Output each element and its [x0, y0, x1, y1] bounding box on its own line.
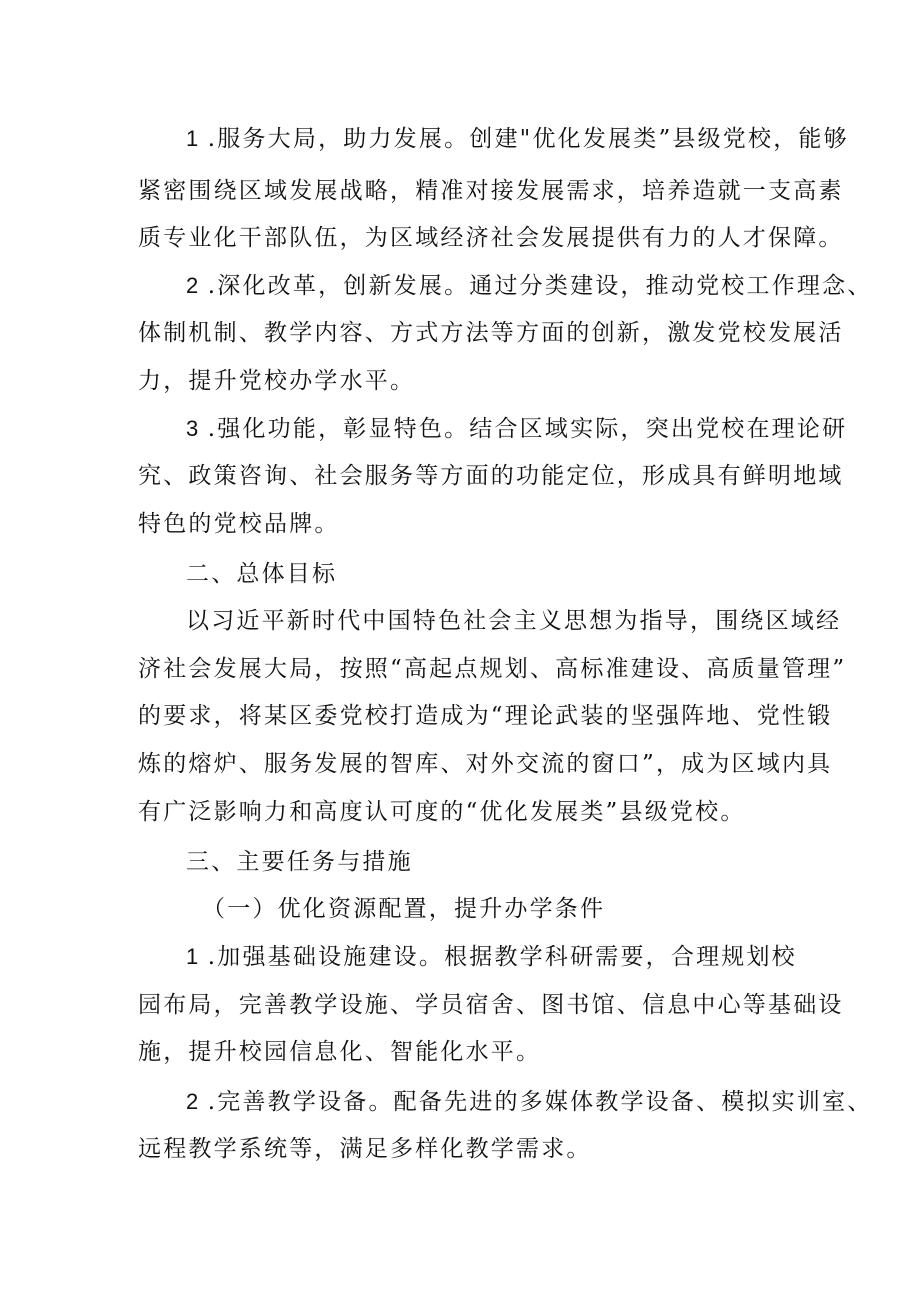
paragraph-3-line-2: 究、政策咨询、社会服务等方面的功能定位，形成具有鲜明地域	[138, 463, 844, 489]
goals-paragraph-line-2: 济社会发展大局，按照“高起点规划、高标准建设、高质量管理”	[138, 656, 847, 682]
paragraph-1-line-2: 紧密围绕区域发展战略，精准对接发展需求，培养造就一支高素	[138, 178, 844, 204]
line-text: .完善教学设备。配备先进的多媒体教学设备、模拟实训室、	[198, 1089, 873, 1115]
subsection-heading-resources: （一）优化资源配置，提升办学条件	[202, 896, 606, 922]
paragraph-1-line-3: 质专业化干部队伍，为区域经济社会发展提供有力的人才保障。	[138, 225, 844, 251]
line-text: .深化改革，创新发展。通过分类建设，推动党校工作理念、	[198, 273, 873, 299]
item-number: 1	[186, 126, 199, 151]
item-number: 2	[186, 273, 199, 298]
task-1-line-3: 施，提升校园信息化、智能化水平。	[138, 1039, 542, 1065]
goals-paragraph-line-5: 有广泛影响力和高度认可度的“优化发展类”县级党校。	[138, 799, 746, 825]
section-heading-main-tasks: 三、主要任务与措施	[186, 849, 413, 875]
paragraph-2-line-1	[186, 271, 873, 301]
paragraph-3-line-1	[186, 414, 846, 444]
task-1-line-2: 园布局，完善教学设施、学员宿舍、图书馆、信息中心等基础设	[138, 992, 844, 1018]
paragraph-2-line-2: 体制机制、教学内容、方式方法等方面的创新，激发党校发展活	[138, 320, 844, 346]
line-text: .加强基础设施建设。根据教学科研需要，合理规划校	[198, 944, 797, 970]
line-text: .强化功能，彰显特色。结合区域实际，突出党校在理论研	[198, 416, 848, 442]
line-text: .服务大局，助力发展。创建"优化发展类”县级党校，能够	[198, 126, 849, 152]
task-2-line-2: 远程教学系统等，满足多样化教学需求。	[138, 1136, 592, 1162]
paragraph-3-line-3: 特色的党校品牌。	[138, 511, 340, 537]
goals-paragraph-line-3: 的要求，将某区委党校打造成为“理论武装的坚强阵地、党性锻	[138, 703, 833, 729]
task-1-line-1	[186, 942, 846, 972]
paragraph-1-line-1	[186, 124, 849, 154]
item-number: 3	[186, 416, 199, 441]
paragraph-2-line-3: 力，提升党校办学水平。	[138, 368, 416, 394]
section-heading-overall-goals: 二、总体目标	[186, 561, 338, 587]
item-number: 1	[186, 944, 199, 969]
goals-paragraph-line-4: 炼的熔炉、服务发展的智库、对外交流的窗口”，成为区域内具	[138, 751, 833, 777]
goals-paragraph-line-1: 以习近平新时代中国特色社会主义思想为指导，围绕区域经	[186, 608, 842, 634]
item-number: 2	[186, 1089, 199, 1114]
task-2-line-1	[186, 1087, 873, 1117]
